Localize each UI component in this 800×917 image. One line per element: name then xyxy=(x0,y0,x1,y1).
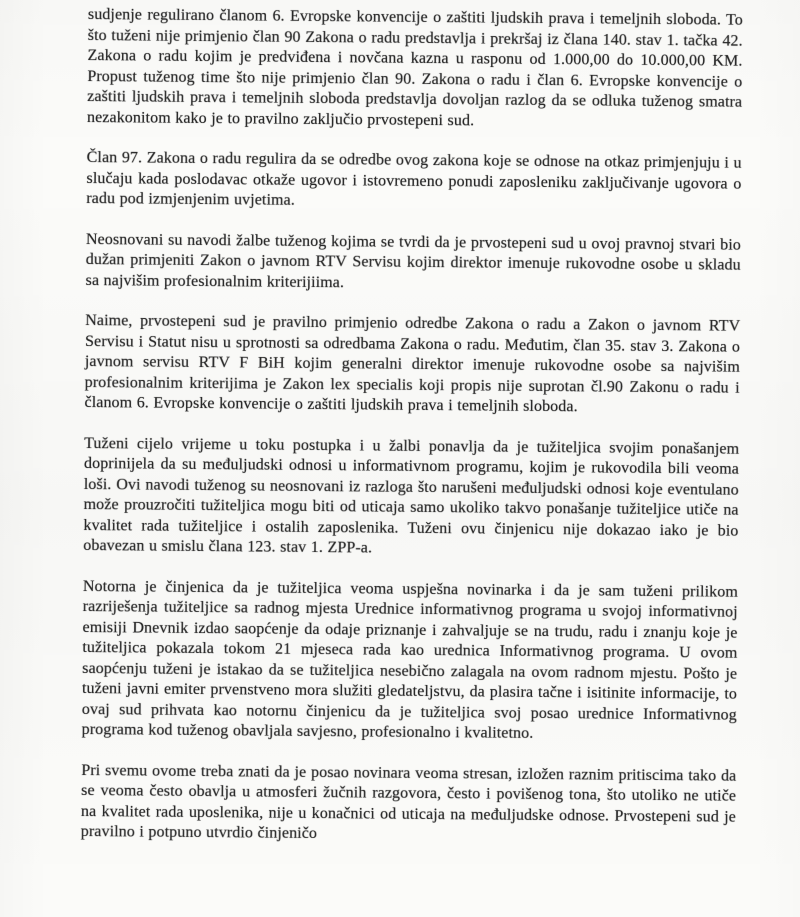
paragraph-notorna-cinjenica: Notorna je činjenica da je tužiteljica veoma uspješna novinarka i da je sam tuženi prilikom razriješenja tužiteljice sa radnog mjesta Urednice informativnog programa u svojoj informativnoj emisiji Dnevnik izdao saopćenje da odaje priznanje i zahvaljuje se na trudu, radu i znanju koje je tužiteljica pokazala tokom 21 mjeseca rada kao urednica Informativnog programa. U ovom saopćenju tuženi je istakao da se tužiteljica nesebično zalagala na ovom radnom mjestu. Pošto je tuženi javni emiter prvenstveno mora služiti gledateljstvu, da plasira tačne i isitinite informacije, to ovaj sud prihvata kao notornu činjenicu da je tužiteljica svoj posao urednice Informativnog programa kod tuženog obavljala savjesno, profesionalno i kvalitetno. xyxy=(81,577,738,742)
document-text-block xyxy=(81,5,743,848)
paragraph-pri-svemu-ovome: Pri svemu ovome treba znati da je posao novinara veoma stresan, izložen raznim pritiscima tako da se veoma često obavlja u atmosferi žučnih razgovora, često i povišenog tona, što utoliko ne utiče na kvalitet rada uposlenika, nije u konačnici od uticaja na međuljudske odnose. Prvostepeni sud je pravilno i potpuno utvrdio činjeničo xyxy=(80,761,737,843)
paragraph-neosnovani-navodi: Neosnovani su navodi žalbe tuženog kojima se tvrdi da je prvostepeni sud u ovoj pravnoj stvari bio dužan primjeniti Zakon o javnom RTV Servisu kojim direktor imenuje rukovodne osobe u skladu sa najvišim profesionalnim kriterijiima. xyxy=(85,230,742,291)
paragraph-naime-prvostepeni-sud: Naime, prvostepeni sud je pravilno primjenio odredbe Zakona o radu a Zakon o javnom RTV Servisu i Statut nisu u sprotnosti sa odredbama Zakona o radu. Međutim, član 35. stav 3. Zakona o javnom servisu RTV F BiH kojim generalni direktor imenuje rukovodne osobe sa najvišim profesionalnim kriterijima je Zakon lex specialis koji propis nije suprotan čl.90 Zakonu o radu i članom 6. Evropske konvencije o zaštiti ljudskih prava i temeljnih sloboda. xyxy=(84,311,741,416)
paragraph-clan-97: Član 97. Zakona o radu regulira da se odredbe ovog zakona koje se odnose na otkaz primjenjuju i u slučaju kada poslodavac otkaže ugovor i istovremeno ponudi zaposleniku zaključivanje ugovora o radu pod izmjenjenim uvjetima. xyxy=(86,148,742,209)
paragraph-tuzeni-cijelo-vrijeme: Tuženi cijelo vrijeme u toku postupka i u žalbi ponavlja da je tužiteljica svojim ponašanjem doprinijela da su međuljudski odnosi u informativnom programu, kojim je rukovodila bili veoma loši. Ovi navodi tuženog su neosnovani iz razloga što narušeni međuljudski odnosi koje eventulano može prouzročiti tužiteljica mogu biti od uticaja samo ukoliko takvo ponašanje tužiteljice utiče na kvalitet rada tužiteljice i ostalih zaposlenika. Tuženi ovu činjenicu nije dokazao iako je bio obavezan u smislu člana 123. stav 1. ZPP-a. xyxy=(83,434,740,557)
paragraph-continuation-sudjenje: sudjenje regulirano članom 6. Evropske konvencije o zaštiti ljudskih prava i temeljnih sloboda. To što tuženi nije primjenio član 90 Zakona o radu predstavlja i prekršaj iz člana 140. stav 1. tačka 42. Zakona o radu kojim je predviđena i novčana kazna u rasponu od 1.000,00 do 10.000,00 KM. Propust tuženog time što nije primjenio član 90. Zakona o radu i član 6. Evropske konvencije o zaštiti ljudskih prava i temeljnih sloboda predstavlja dovoljan razlog da se odluka tuženog smatra nezakonitom kako je to pravilno zaključio prvostepeni sud. xyxy=(86,5,743,129)
